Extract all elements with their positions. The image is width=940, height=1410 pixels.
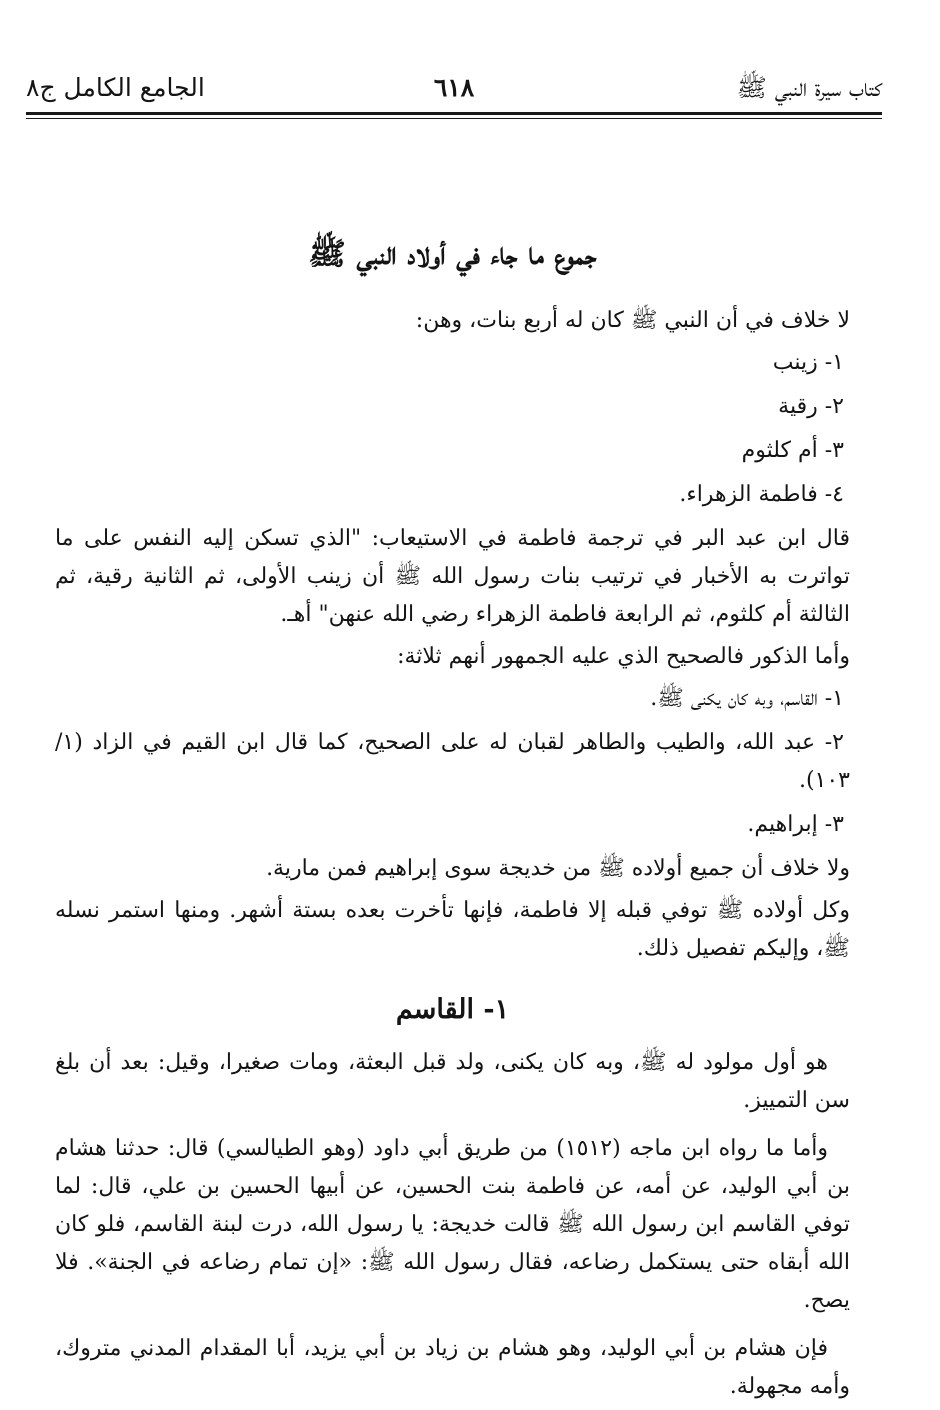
page-header (26, 72, 882, 112)
section-title-qasim: ١- القاسم (395, 994, 510, 1025)
ibn-abd-albar-paragraph: قال ابن عبد البر في ترجمة فاطمة في الاستيعاب: "الذي تسكن إليه النفس على ما تواترت به الأخبار في ترتيب بنات رسول الله ﷺ أن زينب الأولى، ثم الثانية رقية، ثم الثالثة أم كلثوم، ثم الرابعة فاطمة الزهراء رضي الله عنهن" أهـ. (55, 526, 850, 627)
son-item: ٢- عبد الله، والطيب والطاهر لقبان له على الصحيح، كما قال ابن القيم في الزاد (١/ ١٠٣). (55, 730, 850, 793)
chapter-title: جموع ما جاء في أولاد النبي ﷺ (308, 236, 597, 272)
daughter-item: ٣- أم كلثوم (741, 438, 844, 463)
intro-paragraph: لا خلاف في أن النبي ﷺ كان له أربع بنات، وهن: (415, 308, 850, 333)
hisham-paragraph: فإن هشام بن أبي الوليد، وهو هشام بن زياد بن أبي يزيد، أبا المقدام المدني متروك، وأمه مجهولة. (55, 1336, 850, 1399)
daughter-item: ٤- فاطمة الزهراء. (679, 482, 844, 507)
daughter-item: ٢- رقية (778, 394, 844, 419)
header-book-title: كتاب سيرة النبي ﷺ (736, 73, 882, 102)
header-volume-title: الجامع الكامل ج٨ (26, 73, 205, 102)
header-rule-thin (26, 118, 882, 119)
page-body (55, 230, 850, 1410)
first-born-paragraph: هو أول مولود له ﷺ، وبه كان يكنى، ولد قبل البعثة، ومات صغيرا، وقيل: بعد أن بلغ سن التمييز. (55, 1050, 850, 1113)
son-item: ٣- إبراهيم. (747, 812, 844, 837)
sons-intro-paragraph: وأما الذكور فالصحيح الذي عليه الجمهور أنهم ثلاثة: (397, 644, 850, 669)
no-dispute-paragraph: ولا خلاف أن جميع أولاده ﷺ من خديجة سوى إبراهيم فمن مارية. (266, 856, 850, 881)
header-rule-thick (26, 112, 882, 115)
daughter-item: ١- زينب (772, 350, 844, 375)
ibn-majah-paragraph: وأما ما رواه ابن ماجه (١٥١٢) من طريق أبي داود (وهو الطيالسي) قال: حدثنا هشام بن أبي الوليد، عن أمه، عن فاطمة بنت الحسين، عن أبيها الحسين بن علي، قال: لما توفي القاسم ابن رسول الله ﷺ قالت خديجة: يا رسول الله، درت لبنة القاسم، فلو كان الله أبقاه حتى يستكمل رضاعه، فقال رسول الله ﷺ: «إن تمام رضاعه في الجنة». فلا يصح. (55, 1136, 850, 1313)
son-item: ١- القاسم، وبه كان يكنى ﷺ. (650, 686, 844, 711)
page-number: ٦١٨ (433, 73, 475, 102)
all-children-paragraph: وكل أولاده ﷺ توفي قبله إلا فاطمة، فإنها تأخرت بعده بستة أشهر. ومنها استمر نسله ﷺ، وإليكم تفصيل ذلك. (55, 898, 850, 961)
